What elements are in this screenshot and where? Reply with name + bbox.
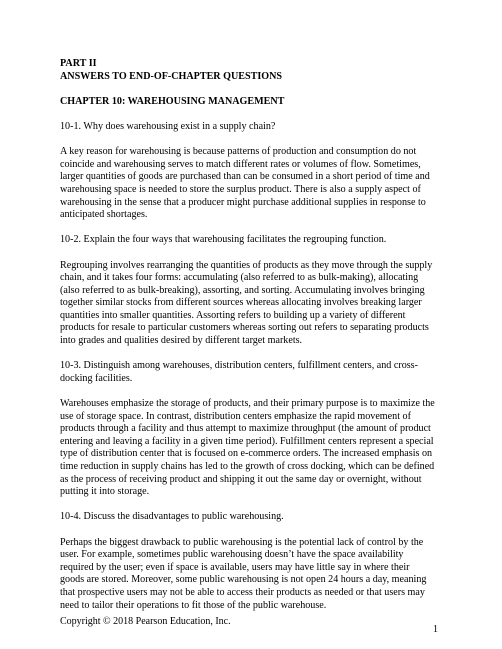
section-title: ANSWERS TO END-OF-CHAPTER QUESTIONS: [60, 70, 283, 82]
question-3: 10-3. Distinguish among warehouses, distribution centers, fulfillment centers, and cross-docking facilities.: [60, 360, 418, 384]
answer-2: Regrouping involves rearranging the quantities of products as they move through the supply chain, and it takes four forms: accumulating (also referred to as bulk-making), allocating (also referred to as bulk-breaking), assorting, and sorting. Accumulating involves bringing together similar stocks from different sources whereas allocating involves breaking larger quantities into smaller quantities. Assorting refers to building up a variety of different products for resale to particular customers whereas sorting out refers to separating products into grades and qualities desired by different target markets.: [60, 259, 433, 347]
answer-3: Warehouses emphasize the storage of products, and their primary purpose is to maximize the use of storage space. In contrast, distribution centers emphasize the rapid movement of products through a facility and thus attempt to maximize throughput (the amount of product entering and leaving a facility in a given time period). Fulfillment centers represent a special type of distribution center that is focused on e-commerce orders. The increased emphasis on time reduction in supply chains has led to the growth of cross docking, which can be defined as the process of receiving product and shipping it out the same day or overnight, without putting it into storage.: [60, 398, 435, 498]
chapter-title: CHAPTER 10: WAREHOUSING MANAGEMENT: [60, 95, 285, 107]
question-1: 10-1. Why does warehousing exist in a supply chain?: [60, 120, 276, 132]
page-number: 1: [433, 624, 438, 635]
answer-1: A key reason for warehousing is because patterns of production and consumption do not coincide and warehousing serves to match different rates or volumes of flow. Sometimes, larger quantities of goods are purchased than can be consumed in a short period of time and warehousing space is needed to store the surplus product. There is also a supply aspect of warehousing in the sense that a producer might purchase additional supplies in response to anticipated shortages.: [60, 146, 430, 221]
document-page: [60, 58, 436, 625]
page-footer: [60, 616, 440, 635]
part-label: PART II: [60, 58, 97, 69]
answer-4: Perhaps the biggest drawback to public warehousing is the potential lack of control by the user. For example, sometimes public warehousing doesn’t have the space availability required by the user; even if space is available, users may have little say in where their goods are stored. Moreover, some public warehousing is not open 24 hours a day, meaning that prospective users may not be able to access their products as needed or that users may need to tailor their operations to fit those of the public warehouse.: [60, 536, 427, 611]
question-4: 10-4. Discuss the disadvantages to public warehousing.: [60, 511, 284, 523]
copyright-notice: Copyright © 2018 Pearson Education, Inc.: [60, 616, 231, 627]
question-2: 10-2. Explain the four ways that warehousing facilitates the regrouping function.: [60, 234, 387, 246]
